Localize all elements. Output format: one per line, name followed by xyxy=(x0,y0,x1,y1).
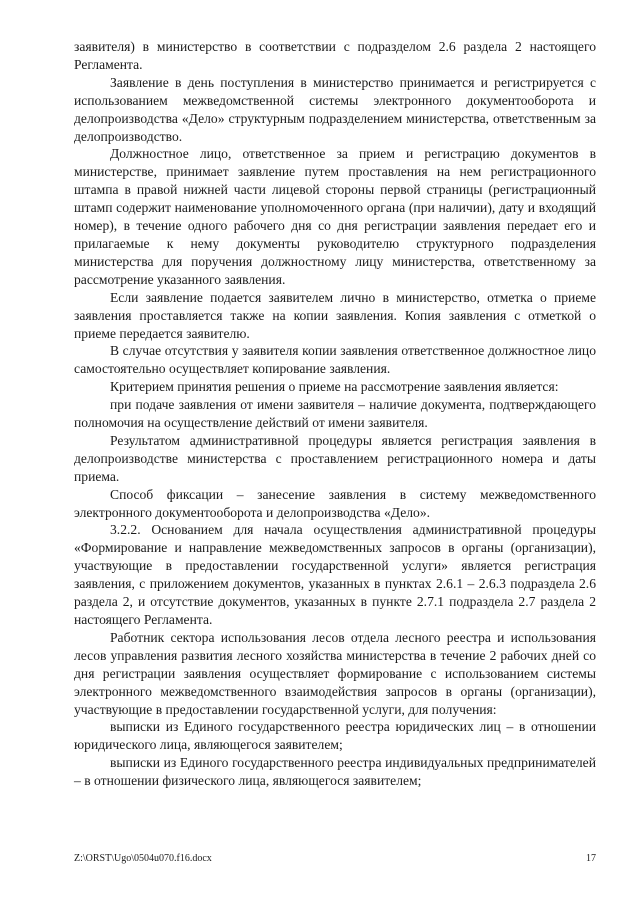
footer-file-path: Z:\ORST\Ugo\0504u070.f16.docx xyxy=(74,853,212,864)
footer-page-number: 17 xyxy=(586,853,596,864)
paragraph-fixation-method: Способ фиксации – занесение заявления в систему межведомственного электронного документооборота и делопроизводства «Дело». xyxy=(74,486,596,520)
paragraph-section-3-2-2: 3.2.2. Основанием для начала осуществления административной процедуры «Формирование и направление межведомственных запросов в органы (организации), участвующие в предоставлении государственной услуги» является регистрация заявления, с приложением документов, указанных в пунктах 2.6.1 – 2.6.3 подраздела 2.6 раздела 2, и отсутствие документов, указанных в пункте 2.7.1 подраздела 2.7 раздела 2 настоящего Регламента. xyxy=(74,522,596,627)
paragraph-registration: Заявление в день поступления в министерство принимается и регистрируется с использованием межведомственной системы электронного документооборота и делопроизводства «Дело» структурным подразделением министерства, ответственным за делопроизводство. xyxy=(74,74,596,144)
paragraph-official-duties: Должностное лицо, ответственное за прием и регистрацию документов в министерстве, принимает заявление путем проставления на нем регистрационного штампа в правой нижней части лицевой стороны первой страницы (регистрационный штамп содержит наименование уполномоченного органа (при наличии), дату и входящий номер), в течение одного рабочего дня со дня регистрации заявления передает его и прилагаемые к нему документы руководителю структурного подразделения министерства для поручения должностному лицу министерства, ответственному за рассмотрение указанного заявления. xyxy=(74,146,596,287)
paragraph-copy-absence: В случае отсутствия у заявителя копии заявления ответственное должностное лицо самостоятельно осуществляет копирование заявления. xyxy=(74,343,596,377)
paragraph-continuation: заявителя) в министерство в соответствии с подразделом 2.6 раздела 2 настоящего Регламента. xyxy=(74,39,596,72)
paragraph-personal-submission: Если заявление подается заявителем лично в министерство, отметка о приеме заявления проставляется также на копии заявления. Копия заявления с отметкой о приеме передается заявителю. xyxy=(74,289,596,341)
paragraph-sector-worker: Работник сектора использования лесов отдела лесного реестра и использования лесов управления развития лесного хозяйства министерства в течение 2 рабочих дней со дня регистрации заявления осуществляет формирование с использованием системы электронного межведомственного взаимодействия запросов в органы (организации), участвующие в предоставлении государственной услуги, для получения: xyxy=(74,629,596,717)
document-page xyxy=(74,38,596,790)
paragraph-criterion-detail: при подаче заявления от имени заявителя – наличие документа, подтверждающего полномочия на осуществление действий от имени заявителя. xyxy=(74,397,596,431)
paragraph-criterion: Критерием принятия решения о приеме на рассмотрение заявления является: xyxy=(110,379,559,395)
paragraph-extract-legal-entities: выписки из Единого государственного реестра юридических лиц – в отношении юридического лица, являющегося заявителем; xyxy=(74,719,596,753)
paragraph-extract-entrepreneurs: выписки из Единого государственного реестра индивидуальных предпринимателей – в отношении физического лица, являющегося заявителем; xyxy=(74,755,596,789)
paragraph-result: Результатом административной процедуры является регистрация заявления в делопроизводстве министерства с проставлением регистрационного номера и даты приема. xyxy=(74,432,596,484)
